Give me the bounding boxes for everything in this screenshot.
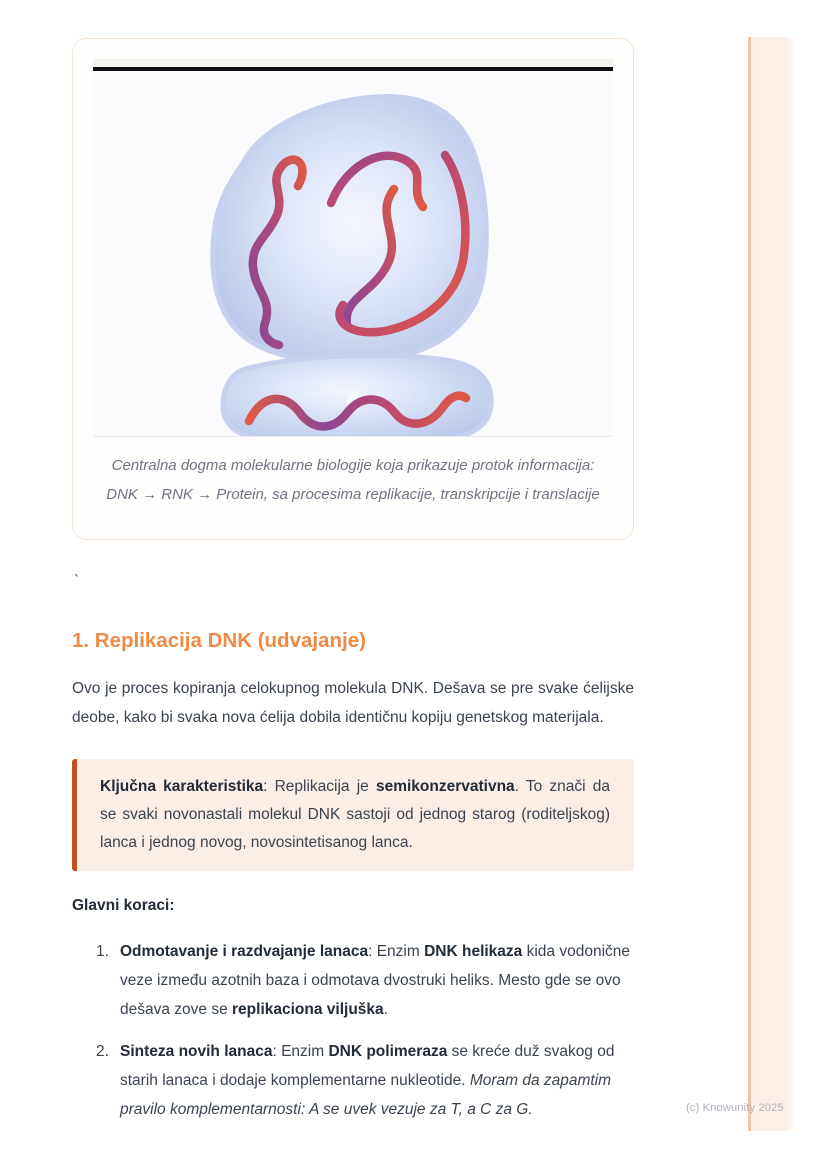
item2-bold-2: DNK polimeraza	[328, 1043, 448, 1060]
section-heading: 1. Replikacija DNK (udvajanje)	[72, 629, 366, 652]
figure-card	[72, 38, 634, 540]
item1-run-3: .	[383, 1001, 388, 1018]
caption-line-2: DNK → RNK → Protein, sa procesima replikacije, transkripcije i translacije	[106, 486, 600, 503]
intro-paragraph: Ovo je proces kopiranja celokupnog molekula DNK. Dešava se pre svake ćelijske deobe, kako bi svaka nova ćelija dobila identičnu kopiju genetskog materijala.	[72, 680, 634, 726]
central-dogma-illustration	[93, 71, 613, 437]
callout-bold-2: semikonzervativna	[375, 778, 515, 795]
callout-text	[100, 773, 610, 857]
callout-run-2: . To znači da se svaki novonastali molekul DNK sastoji od jednog starog (roditeljskog) lanca i jednog novog, novosintetisanog lanca.	[100, 778, 610, 851]
item1-bold-3: replikaciona viljuška	[232, 1001, 384, 1018]
list-number: 1.	[96, 943, 109, 960]
document-body	[72, 38, 634, 1124]
stray-backtick: `	[74, 572, 79, 589]
item1-run-1: : Enzim	[368, 943, 425, 960]
figure-caption	[93, 451, 613, 509]
item1-run-2: kida vodonične veze između azotnih baza i odmotava dvostruki heliks. Mesto gde se ovo dešava zove se	[120, 943, 631, 1018]
item1-bold-2: DNK helikaza	[424, 943, 523, 960]
item2-run-1: : Enzim	[272, 1043, 329, 1060]
illustration-frame	[93, 59, 613, 437]
caption-line-1: Centralna dogma molekularne biologije koja prikazuje protok informacija:	[111, 457, 595, 474]
key-callout	[72, 759, 634, 871]
image-top-strip	[93, 59, 613, 67]
list-item	[96, 1037, 634, 1124]
steps-list	[72, 937, 634, 1124]
item2-italic-note: Moram da zapamtim pravilo komplementarnosti: A se uvek vezuje za T, a C za G.	[120, 1072, 612, 1118]
callout-bold-1: Ključna karakteristika	[100, 778, 264, 795]
list-item	[96, 937, 634, 1024]
item2-run-2: se kreće duž svakog od starih lanaca i dodaje komplementarne nukleotide.	[120, 1043, 615, 1089]
item1-bold-1: Odmotavanje i razdvajanje lanaca	[120, 943, 369, 960]
callout-run-1: : Replikacija je	[263, 778, 376, 795]
steps-label: Glavni koraci:	[72, 897, 175, 914]
copyright-note: (c) Knowunity 2025	[686, 1102, 784, 1114]
page-edge-accent	[748, 37, 794, 1131]
list-number: 2.	[96, 1043, 109, 1060]
item2-bold-1: Sinteza novih lanaca	[120, 1043, 273, 1060]
